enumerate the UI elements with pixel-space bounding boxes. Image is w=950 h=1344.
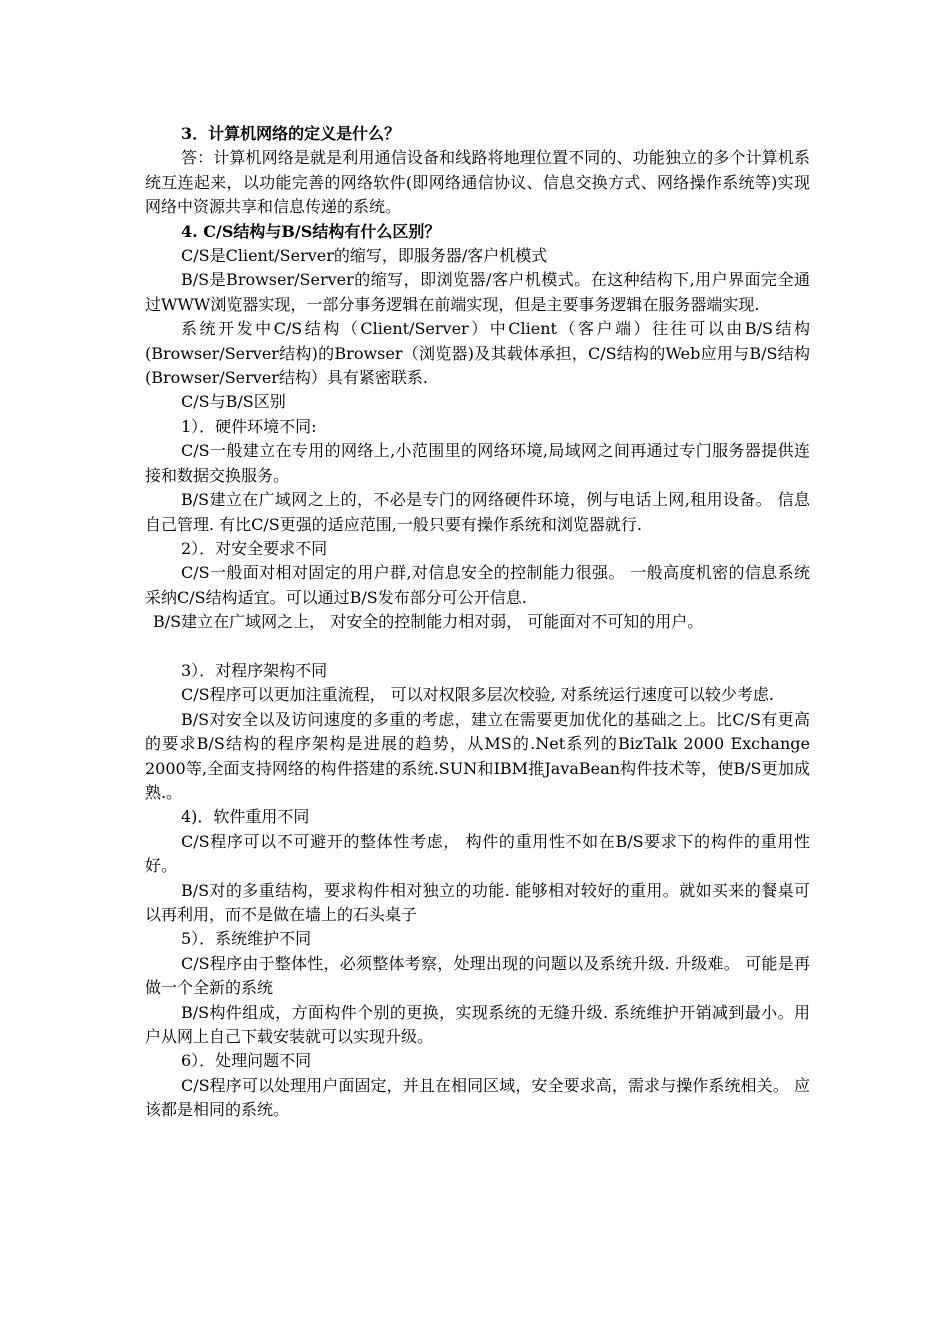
answer-paragraph: 答：计算机网络是就是利用通信设备和线路将地理位置不同的、功能独立的多个计算机系统互连起来，以功能完善的网络软件(即网络通信协议、信息交换方式、网络操作系统等)实现网络中资源共享和信息传递的系统。 [145,148,810,217]
security-bs: B/S建立在广域网之上， 对安全的控制能力相对弱， 可能面对不可知的用户。 [153,612,704,632]
relationship-paragraph: 系统开发中C/S结构（Client/Server）中Client（客户端）往往可以由B/S结构(Browser/Server结构)的Browser（浏览器)及其载体承担，C/S结构的Web应用与B/S结构(Browser/Server结构）具有紧密联系. [145,319,810,388]
differences-title: C/S与B/S区别 [181,392,286,412]
section-security: 2）．对安全要求不同 [181,538,328,558]
section-maintenance: 5）．系统维护不同 [181,929,312,949]
question-heading-3: 3．计算机网络的定义是什么？ [181,124,401,143]
architecture-cs: C/S程序可以更加注重流程， 可以对权限多层次校验, 对系统运行速度可以较少考虑. [181,685,774,705]
section-problem-handling: 6）．处理问题不同 [181,1051,312,1071]
hardware-bs: B/S建立在广域网之上的，不必是专门的网络硬件环境，例与电话上网,租用设备。 信息自己管理. 有比C/S更强的适应范围,一般只要有操作系统和浏览器就行. [145,490,810,534]
document-page [145,122,810,1123]
question-heading-4: 4. C/S结构与B/S结构有什么区别？ [181,221,441,241]
security-cs: C/S一般面对相对固定的用户群,对信息安全的控制能力很强。 一般高度机密的信息系统采纳C/S结构适宜。可以通过B/S发布部分可公开信息. [145,563,810,607]
blank-line [145,635,810,659]
hardware-cs: C/S一般建立在专用的网络上,小范围里的网络环境,局域网之间再通过专门服务器提供连接和数据交换服务。 [145,441,810,485]
reuse-cs: C/S程序可以不可避开的整体性考虑， 构件的重用性不如在B/S要求下的构件的重用性好。 [145,831,810,876]
maintenance-cs: C/S程序由于整体性，必须整体考察，处理出现的问题以及系统升级. 升级难。 可能是再做一个全新的系统 [145,953,810,998]
architecture-bs: B/S对安全以及访问速度的多重的考虑，建立在需要更加优化的基础之上。比C/S有更高的要求B/S结构的程序架构是进展的趋势，从MS的.Net系列的BizTalk 2000 Exchange 2000等,全面支持网络的构件搭建的系统.SUN和IBM推JavaBean构件技术等，使B/S更加成熟.。 [145,709,810,802]
bs-definition: B/S是Browser/Server的缩写，即浏览器/客户机模式。在这种结构下,用户界面完全通过WWW浏览器实现，一部分事务逻辑在前端实现，但是主要事务逻辑在服务器端实现. [145,270,810,314]
reuse-bs: B/S对的多重结构，要求构件相对独立的功能. 能够相对较好的重用。就如买来的餐桌可以再利用，而不是做在墙上的石头桌子 [145,880,810,924]
section-architecture: 3）．对程序架构不同 [181,660,328,680]
section-hardware: 1）．硬件环境不同: [181,416,317,436]
cs-definition: C/S是Client/Server的缩写，即服务器/客户机模式 [181,246,548,266]
maintenance-bs: B/S构件组成，方面构件个别的更换，实现系统的无缝升级. 系统维护开销减到最小。用户从网上自己下载安装就可以实现升级。 [145,1002,810,1047]
problem-handling-cs: C/S程序可以处理用户面固定，并且在相同区域，安全要求高，需求与操作系统相关。 应该都是相同的系统。 [145,1075,810,1120]
section-reuse: 4)．软件重用不同 [181,807,310,827]
